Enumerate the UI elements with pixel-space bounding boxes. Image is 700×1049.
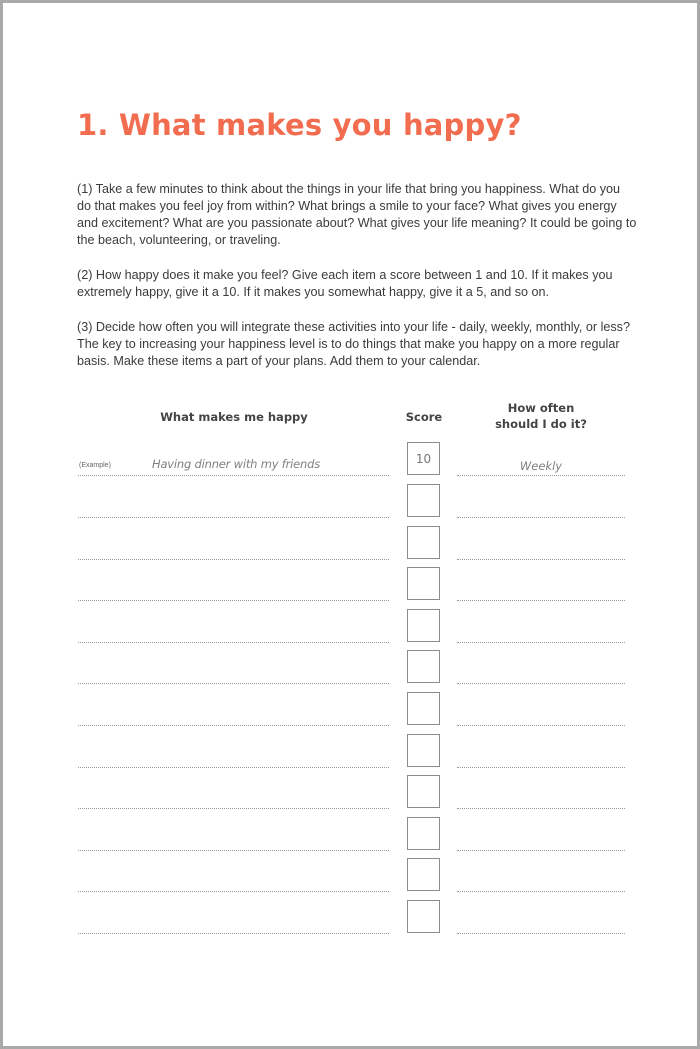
instruction-paragraph-3: (3) Decide how often you will integrate these activities into your life - daily, weekly, monthly, or less? The key to increasing your happiness level is to do things that make you happy on a more regular basis. Make these items a part of your plans. Add them to your calendar. — [77, 320, 630, 368]
what-line[interactable] — [78, 517, 389, 518]
score-box[interactable] — [407, 817, 440, 850]
table-row — [0, 567, 700, 609]
table-row — [0, 526, 700, 568]
what-line[interactable] — [78, 767, 389, 768]
page-title: 1. What makes you happy? — [77, 108, 522, 142]
what-line[interactable] — [78, 725, 389, 726]
often-line[interactable] — [457, 767, 625, 768]
table-row — [0, 900, 700, 942]
what-line[interactable] — [78, 475, 389, 476]
what-line[interactable] — [78, 891, 389, 892]
column-header-score: Score — [405, 410, 443, 424]
score-box[interactable] — [407, 484, 440, 517]
what-line[interactable] — [78, 808, 389, 809]
table-row — [0, 692, 700, 734]
what-line[interactable] — [78, 600, 389, 601]
often-line[interactable] — [457, 891, 625, 892]
often-line[interactable] — [457, 642, 625, 643]
often-line[interactable] — [457, 600, 625, 601]
table-row — [0, 650, 700, 692]
table-row — [0, 858, 700, 900]
example-often-text: Weekly — [519, 459, 563, 473]
score-box[interactable] — [407, 858, 440, 891]
what-line[interactable] — [78, 683, 389, 684]
column-header-what: What makes me happy — [160, 410, 308, 424]
score-box[interactable] — [407, 900, 440, 933]
column-header-how-often-line1: How often — [507, 401, 575, 415]
example-what-text: Having dinner with my friends — [152, 457, 321, 471]
often-line[interactable] — [457, 933, 625, 934]
score-box[interactable] — [407, 692, 440, 725]
table-row — [0, 817, 700, 859]
instruction-paragraph-1: (1) Take a few minutes to think about the things in your life that bring you happiness. What do you do that makes you feel joy from within? What brings a smile to your face? What gives you energy and excitement? What are you passionate about? What gives your life meaning? It could be going to the beach, volunteering, or traveling. — [77, 182, 637, 247]
example-row — [0, 442, 700, 484]
column-header-how-often — [457, 400, 625, 432]
table-row — [0, 734, 700, 776]
often-line[interactable] — [457, 725, 625, 726]
what-line[interactable] — [78, 933, 389, 934]
often-line[interactable] — [457, 808, 625, 809]
often-line[interactable] — [457, 517, 625, 518]
what-line[interactable] — [78, 642, 389, 643]
score-box[interactable] — [407, 526, 440, 559]
instruction-paragraph-2: (2) How happy does it make you feel? Give each item a score between 1 and 10. If it makes you extremely happy, give it a 10. If it makes you somewhat happy, give it a 5, and so on. — [77, 268, 613, 299]
often-line[interactable] — [457, 850, 625, 851]
column-header-how-often-line2: should I do it? — [495, 417, 587, 431]
table-row — [0, 484, 700, 526]
table-row — [0, 609, 700, 651]
often-line[interactable] — [457, 475, 625, 476]
score-box[interactable] — [407, 567, 440, 600]
score-box[interactable] — [407, 775, 440, 808]
what-line[interactable] — [78, 850, 389, 851]
score-box[interactable] — [407, 650, 440, 683]
score-box[interactable] — [407, 609, 440, 642]
score-box[interactable] — [407, 734, 440, 767]
score-box[interactable]: 10 — [407, 442, 440, 475]
table-row — [0, 775, 700, 817]
example-label: (Example) — [79, 462, 111, 469]
often-line[interactable] — [457, 559, 625, 560]
often-line[interactable] — [457, 683, 625, 684]
what-line[interactable] — [78, 559, 389, 560]
